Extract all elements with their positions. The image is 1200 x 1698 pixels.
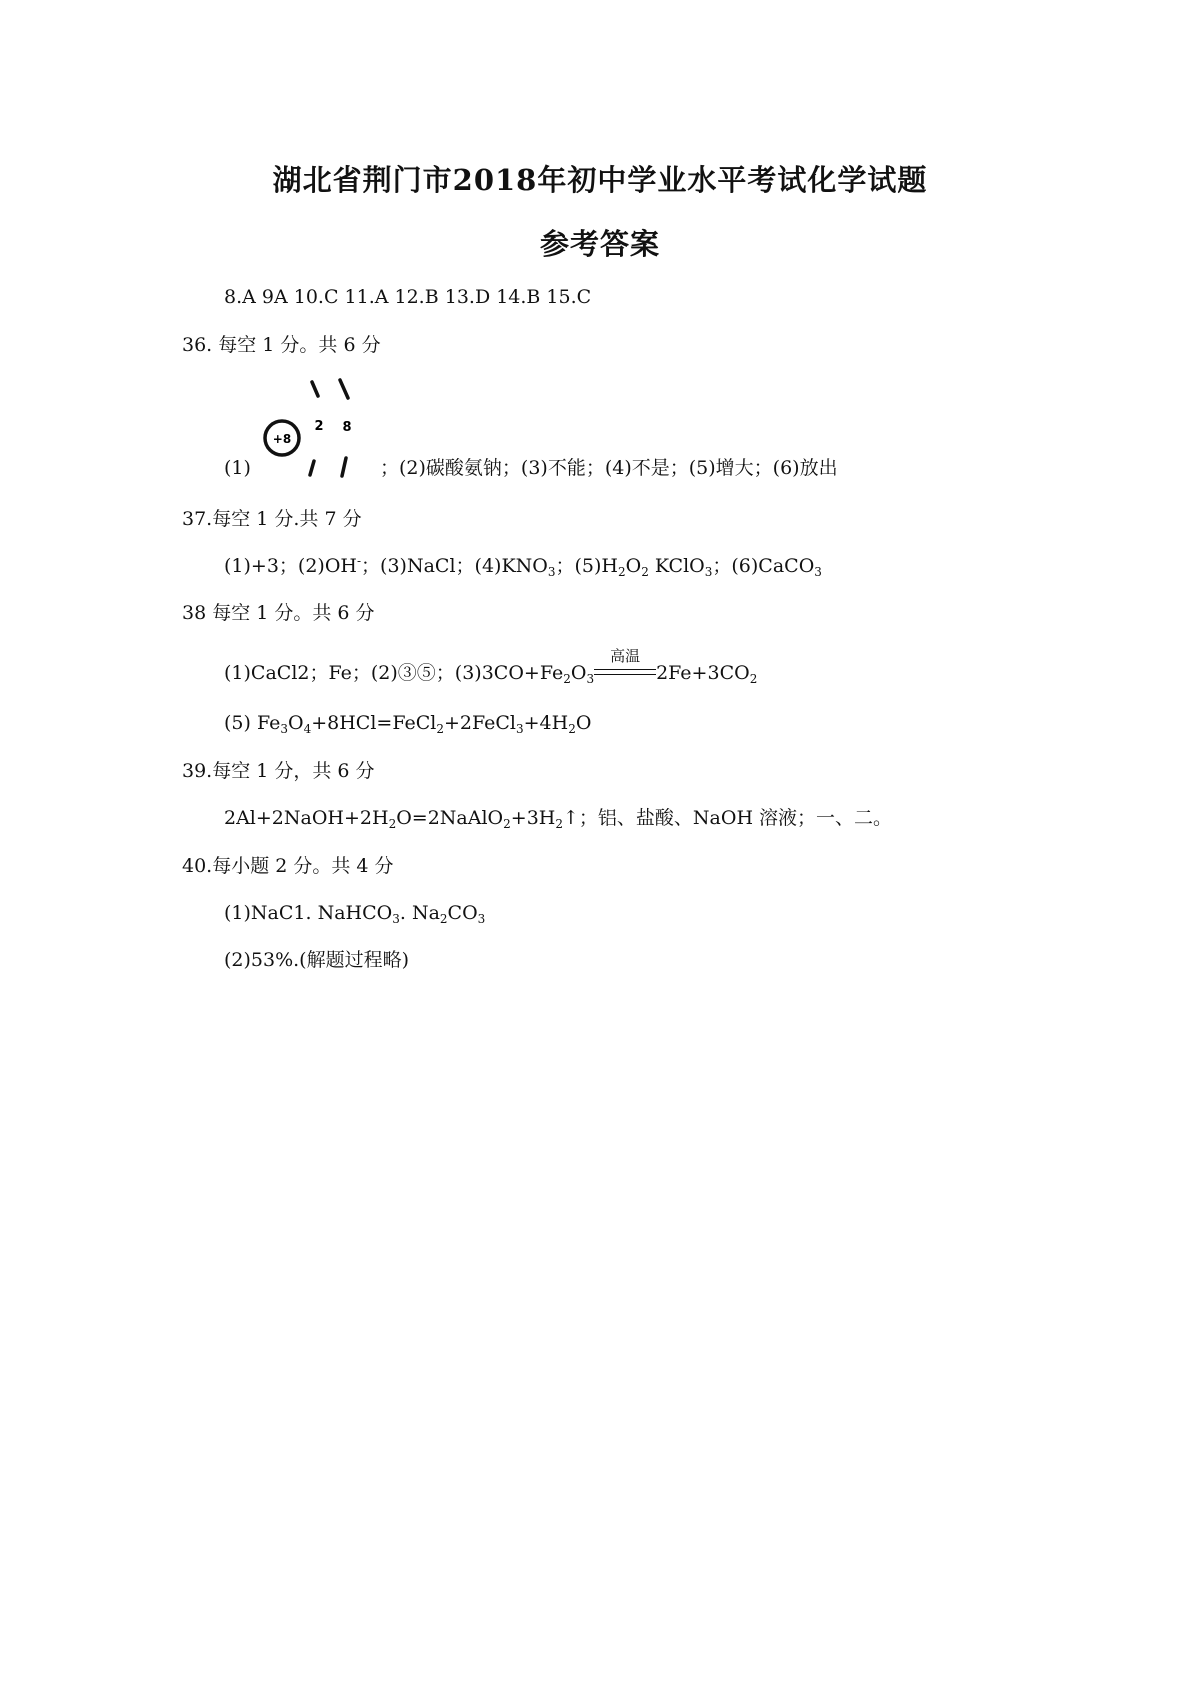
q40-header: 40.每小题 2 分。共 4 分 — [182, 855, 394, 877]
q37-answers: (1)+3；(2)OH-；(3)NaCl；$(4)KNO_3$；$(5)H_2O_2$ KClO$_3$；(6)CaCO$_3$ — [224, 554, 822, 579]
page-title: 湖北省荆门市2018年初中学业水平考试化学试题 — [272, 163, 928, 197]
q38-answer-5: (5) $Fe_3O_4+8HCl=FeCl_2+2FeCl_3+4H_2O$ — [224, 712, 592, 736]
q36-header: 36. 每空 1 分。共 6 分 — [182, 334, 381, 356]
atom-nucleus-label: +8 — [272, 432, 292, 446]
q39-header: 39.每空 1 分，共 6 分 — [182, 760, 375, 782]
q37-header: 37.每空 1 分.共 7 分 — [182, 508, 362, 530]
q36-prefix: (1) — [224, 457, 251, 479]
choice-answers: 8.A 9A 10.C 11.A 12.B 13.D 14.B 15.C — [224, 286, 592, 308]
q40-answer-2: (2)53%.(解题过程略) — [224, 949, 410, 971]
atom-structure-diagram — [240, 370, 380, 480]
page-subtitle: 参考答案 — [539, 227, 660, 261]
atom-shell2-count: 8 — [342, 420, 352, 435]
reaction-condition: 高温 — [594, 667, 656, 681]
q36-answers: ；(2)碳酸氨钠；(3)不能；(4)不是；(5)增大；(6)放出 — [380, 457, 838, 479]
q40-answer-1: (1)NaC1. NaHCO$_3$. $Na_2CO_3$ — [224, 902, 486, 926]
q38-header: 38 每空 1 分。共 6 分 — [182, 602, 375, 624]
q39-answers: $2Al+2NaOH+2H_2O=2NaAlO_2+3H_2↑$；铝、盐酸、NaOH 溶液；一、二。 — [224, 807, 893, 831]
atom-shell1-count: 2 — [314, 419, 324, 434]
q38-answers: (1)CaCl2；Fe；(2)③⑤；$(3)3CO+Fe_2O_3$ 高温 $2Fe+3CO_2$ — [224, 647, 758, 686]
